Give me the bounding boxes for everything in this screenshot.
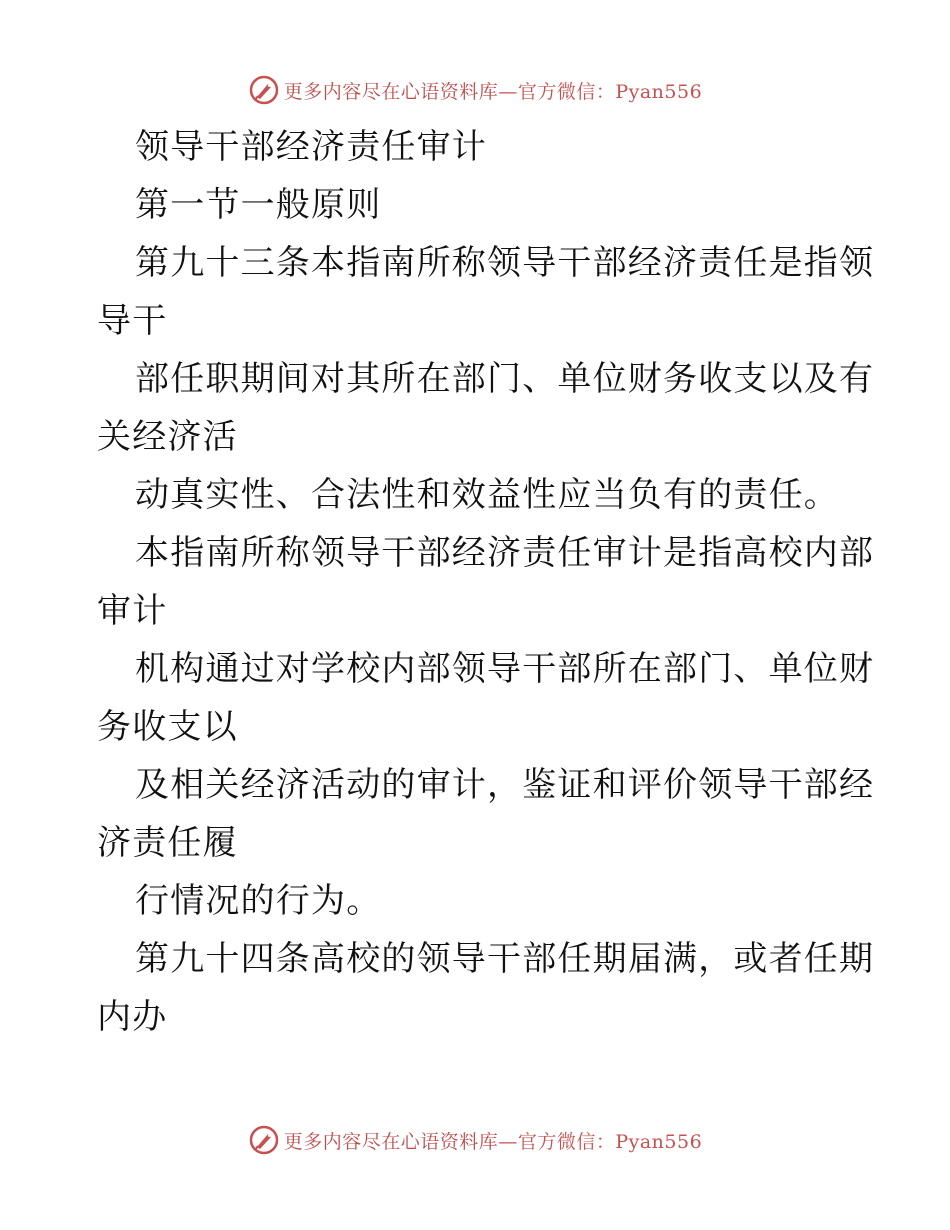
text-line: 本指南所称领导干部经济责任审计是指高校内部 — [135, 533, 875, 573]
text-line: 关经济活 — [97, 417, 238, 457]
banner-wechat-label: 官方微信： — [517, 1130, 616, 1153]
text-line: 领导干部经济责任审计 — [135, 127, 487, 167]
pen-nib-logo-icon — [248, 74, 280, 106]
banner-wechat-id: Pyan556 — [615, 80, 703, 103]
banner-wechat-label: 官方微信： — [517, 80, 616, 103]
banner-separator: — — [498, 80, 518, 103]
text-line: 审计 — [97, 591, 168, 631]
banner-text — [284, 1127, 702, 1154]
text-line: 行情况的行为。 — [135, 881, 382, 921]
banner-wechat-id: Pyan556 — [615, 1130, 703, 1153]
text-line: 部任职期间对其所在部门、单位财务收支以及有 — [135, 359, 875, 399]
banner-separator: — — [498, 1130, 518, 1153]
text-line: 动真实性、合法性和效益性应当负有的责任。 — [135, 475, 839, 515]
text-line: 济责任履 — [97, 823, 238, 863]
header-banner[interactable] — [0, 70, 950, 110]
footer-banner[interactable] — [0, 1120, 950, 1160]
banner-main-text: 更多内容尽在心语资料库 — [283, 1130, 499, 1153]
document-body — [97, 118, 875, 1046]
text-line: 机构通过对学校内部领导干部所在部门、单位财 — [135, 649, 875, 689]
text-line: 务收支以 — [97, 707, 238, 747]
text-line: 导干 — [97, 301, 168, 341]
text-line: 第九十三条本指南所称领导干部经济责任是指领 — [135, 243, 875, 283]
pen-nib-logo-icon — [248, 1124, 280, 1156]
text-line: 第九十四条高校的领导干部任期届满，或者任期 — [135, 939, 875, 979]
text-line: 内办 — [97, 997, 168, 1037]
banner-text — [284, 77, 702, 104]
banner-main-text: 更多内容尽在心语资料库 — [283, 80, 499, 103]
text-line: 第一节一般原则 — [135, 185, 382, 225]
text-line: 及相关经济活动的审计，鉴证和评价领导干部经 — [135, 765, 875, 805]
